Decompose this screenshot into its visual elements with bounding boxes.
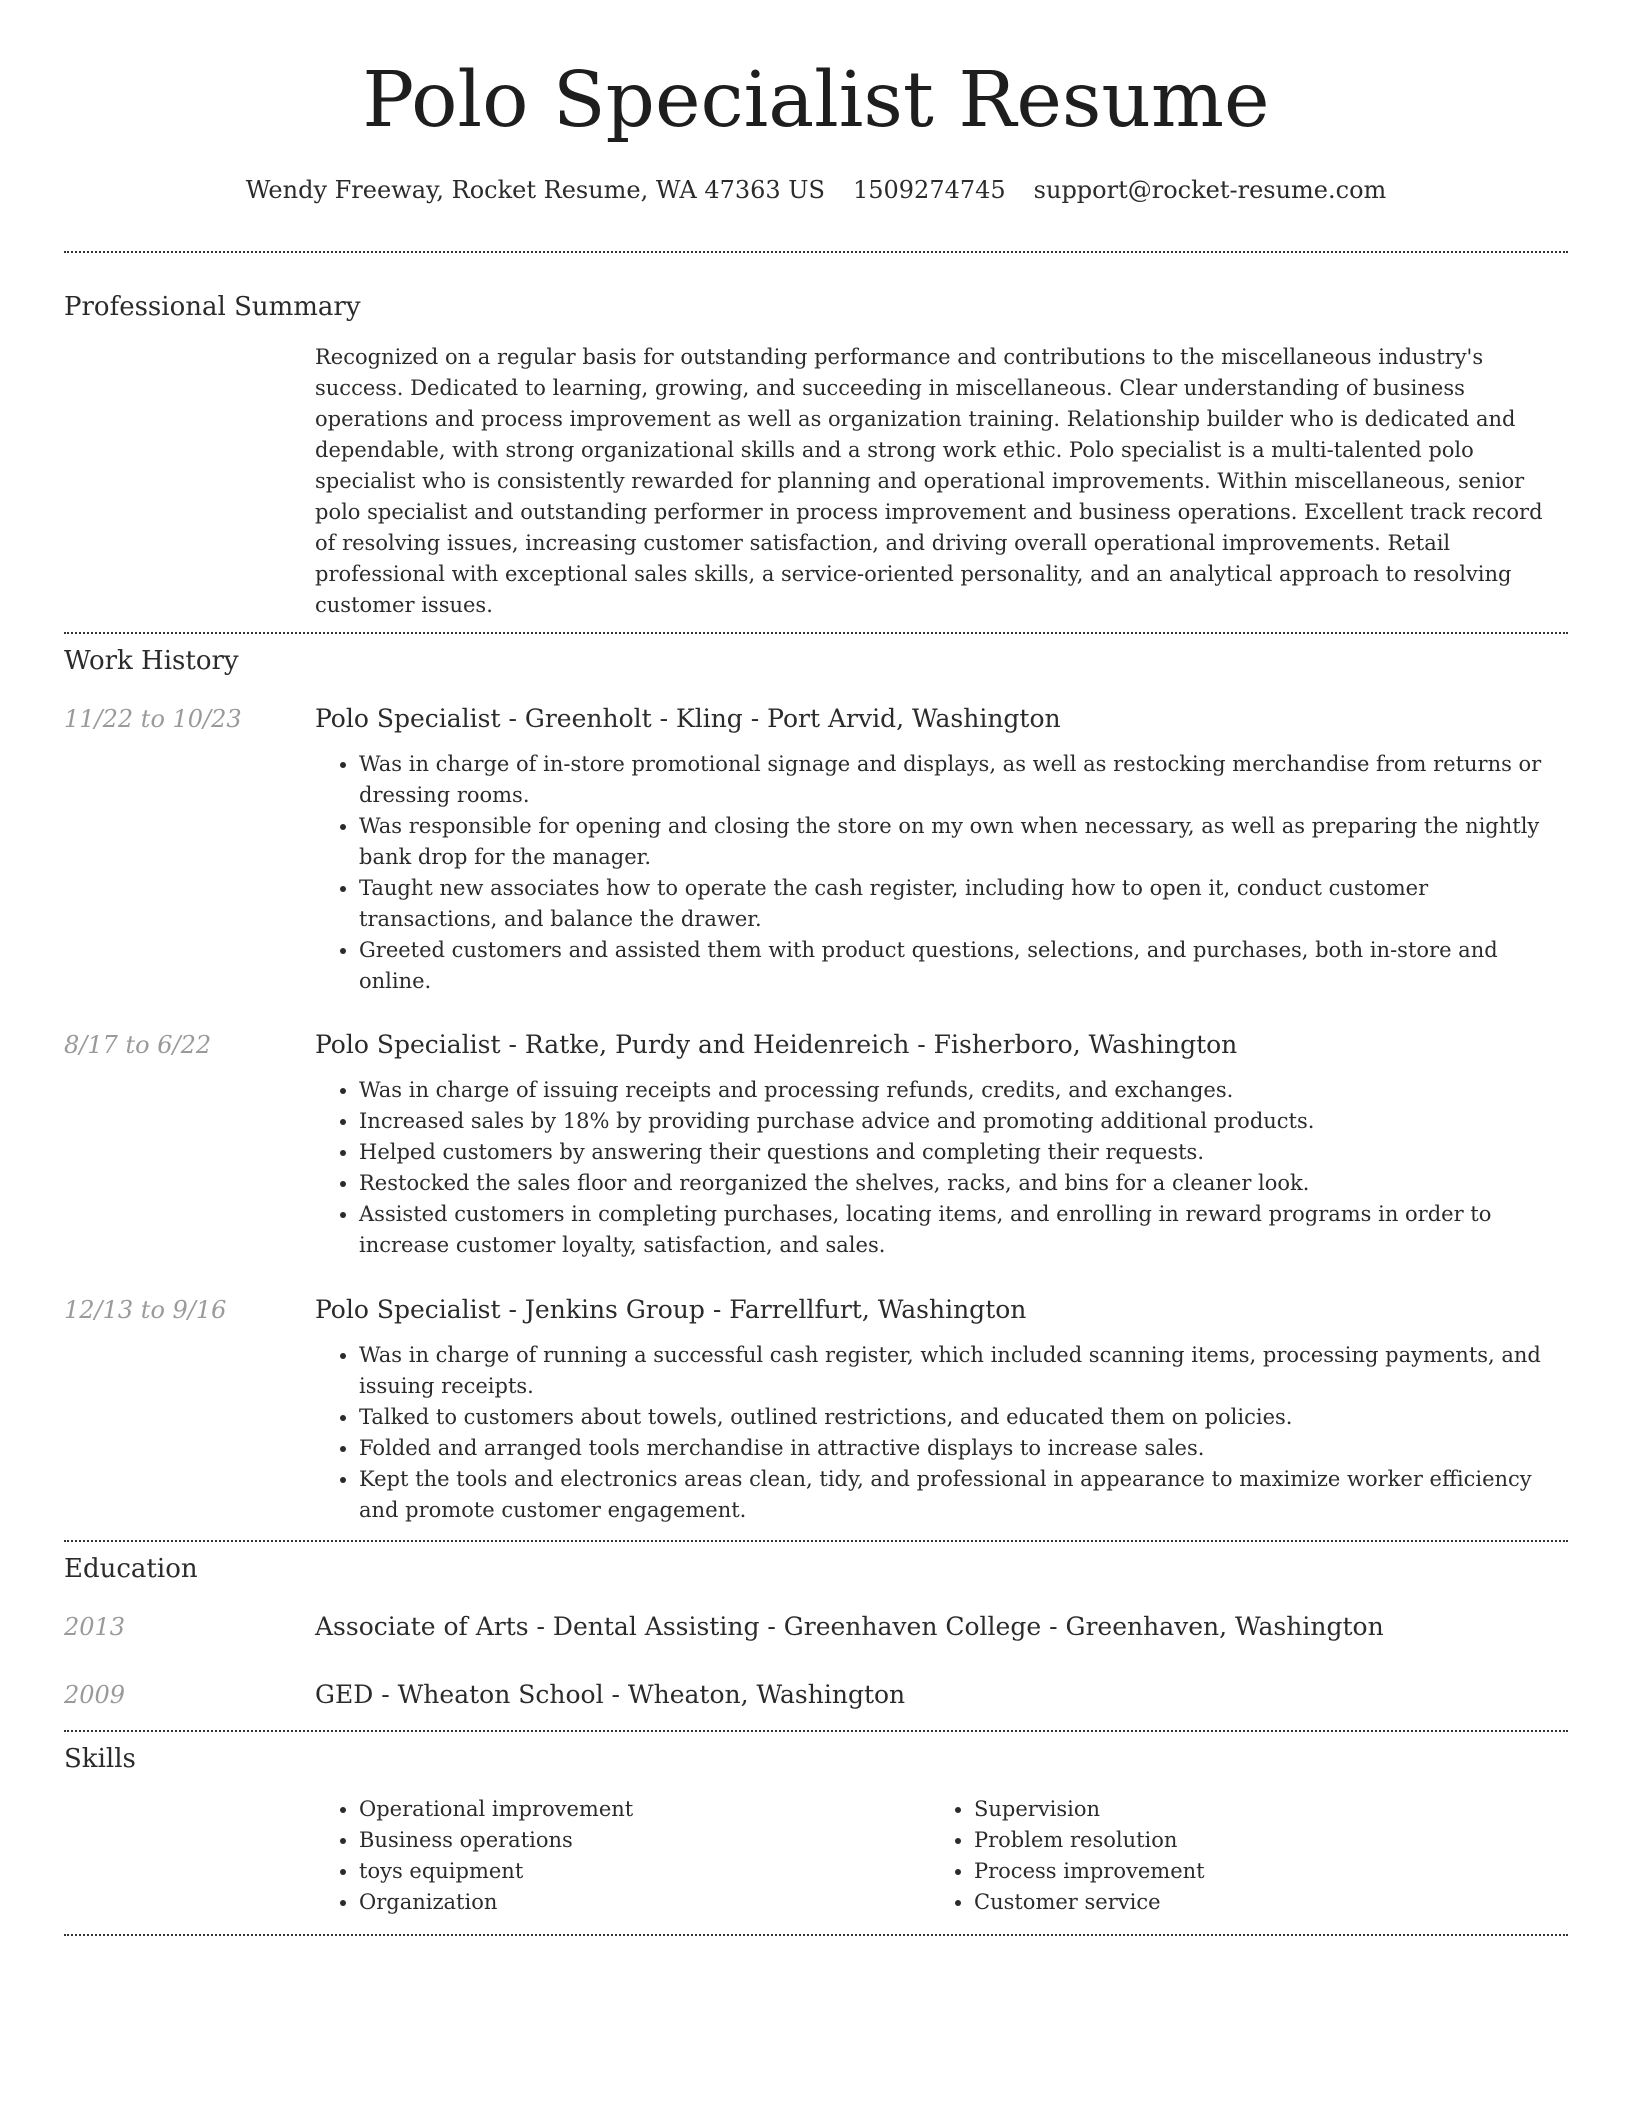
- skills-column-left: [315, 1794, 930, 1918]
- job-entry: [64, 1293, 1568, 1526]
- resume-title: Polo Specialist Resume: [362, 56, 1270, 145]
- skills-column-right: [930, 1794, 1545, 1918]
- job-title: Polo Specialist - Jenkins Group - Farrellfurt, Washington: [315, 1295, 1027, 1324]
- education-degree: Associate of Arts - Dental Assisting - Greenhaven College - Greenhaven, Washington: [315, 1612, 1384, 1641]
- skill-item: • Organization: [359, 1887, 930, 1918]
- skill-item: • Process improvement: [974, 1856, 1545, 1887]
- divider: [64, 251, 1568, 253]
- skill-item: • Supervision: [974, 1794, 1545, 1825]
- education-year: 2009: [64, 1681, 126, 1709]
- job-bullet: • Talked to customers about towels, outlined restrictions, and educated them on policies.: [359, 1402, 1559, 1433]
- divider: [64, 1934, 1568, 1936]
- section-title-skills: Skills: [64, 1744, 136, 1774]
- education-degree: GED - Wheaton School - Wheaton, Washington: [315, 1680, 906, 1709]
- skill-item: • Customer service: [974, 1887, 1545, 1918]
- education-entry: [64, 1678, 1568, 1712]
- divider: [64, 632, 1568, 634]
- contact-line: [64, 174, 1568, 206]
- job-bullet: • Greeted customers and assisted them with product questions, selections, and purchases, both in-store and online.: [359, 935, 1559, 997]
- skill-item: • Business operations: [359, 1825, 930, 1856]
- job-bullets: [64, 749, 1568, 997]
- contact-address: Wendy Freeway, Rocket Resume, WA 47363 US: [245, 176, 825, 204]
- job-bullet: • Assisted customers in completing purchases, locating items, and enrolling in reward programs in order to increase customer loyalty, satisfaction, and sales.: [359, 1199, 1559, 1261]
- contact-email[interactable]: support@rocket-resume.com: [1033, 176, 1387, 204]
- job-dates: 8/17 to 6/22: [64, 1031, 212, 1059]
- job-title: Polo Specialist - Ratke, Purdy and Heidenreich - Fisherboro, Washington: [315, 1030, 1238, 1059]
- section-title-education: Education: [64, 1554, 198, 1584]
- job-bullet: • Restocked the sales floor and reorganized the shelves, racks, and bins for a cleaner look.: [359, 1168, 1559, 1199]
- education-year: 2013: [64, 1613, 126, 1641]
- section-title-summary: Professional Summary: [64, 292, 361, 322]
- job-bullet: • Was in charge of issuing receipts and processing refunds, credits, and exchanges.: [359, 1075, 1559, 1106]
- divider: [64, 1540, 1568, 1542]
- job-bullet: • Folded and arranged tools merchandise in attractive displays to increase sales.: [359, 1433, 1559, 1464]
- job-title: Polo Specialist - Greenholt - Kling - Port Arvid, Washington: [315, 704, 1061, 733]
- job-dates: 11/22 to 10/23: [64, 705, 242, 733]
- job-dates: 12/13 to 9/16: [64, 1296, 227, 1324]
- skill-item: • Operational improvement: [359, 1794, 930, 1825]
- skill-item: • Problem resolution: [974, 1825, 1545, 1856]
- job-bullet: • Was in charge of running a successful cash register, which included scanning items, processing payments, and issuing receipts.: [359, 1340, 1559, 1402]
- job-bullet: • Helped customers by answering their questions and completing their requests.: [359, 1137, 1559, 1168]
- section-title-work-history: Work History: [64, 646, 239, 676]
- job-entry: [64, 702, 1568, 997]
- summary-text: Recognized on a regular basis for outstanding performance and contributions to the miscellaneous industry's success. Dedicated to learning, growing, and succeeding in miscellaneous. Clear understanding of business operations and process improvement as well as organization training. Relationship builder who is dedicated and dependable, with strong organizational skills and a strong work ethic. Polo specialist is a multi-talented polo specialist who is consistently rewarded for planning and operational improvements. Within miscellaneous, senior polo specialist and outstanding performer in process improvement and business operations. Excellent track record of resolving issues, increasing customer satisfaction, and driving overall operational improvements. Retail professional with exceptional sales skills, a service-oriented personality, and an analytical approach to resolving customer issues.: [315, 345, 1543, 617]
- resume-page: [64, 0, 1568, 1936]
- education-entry: [64, 1610, 1568, 1644]
- skill-item: • toys equipment: [359, 1856, 930, 1887]
- job-bullet: • Was responsible for opening and closing the store on my own when necessary, as well as preparing the nightly bank drop for the manager.: [359, 811, 1559, 873]
- skills-list: [315, 1794, 1568, 1918]
- job-bullets: [64, 1340, 1568, 1526]
- divider: [64, 1730, 1568, 1732]
- contact-phone: 1509274745: [852, 176, 1006, 204]
- job-entry: [64, 1028, 1568, 1261]
- job-bullet: • Kept the tools and electronics areas clean, tidy, and professional in appearance to maximize worker efficiency and promote customer engagement.: [359, 1464, 1559, 1526]
- job-bullet: • Taught new associates how to operate the cash register, including how to open it, conduct customer transactions, and balance the drawer.: [359, 873, 1559, 935]
- job-bullets: [64, 1075, 1568, 1261]
- job-bullet: • Was in charge of in-store promotional signage and displays, as well as restocking merchandise from returns or dressing rooms.: [359, 749, 1559, 811]
- job-bullet: • Increased sales by 18% by providing purchase advice and promoting additional products.: [359, 1106, 1559, 1137]
